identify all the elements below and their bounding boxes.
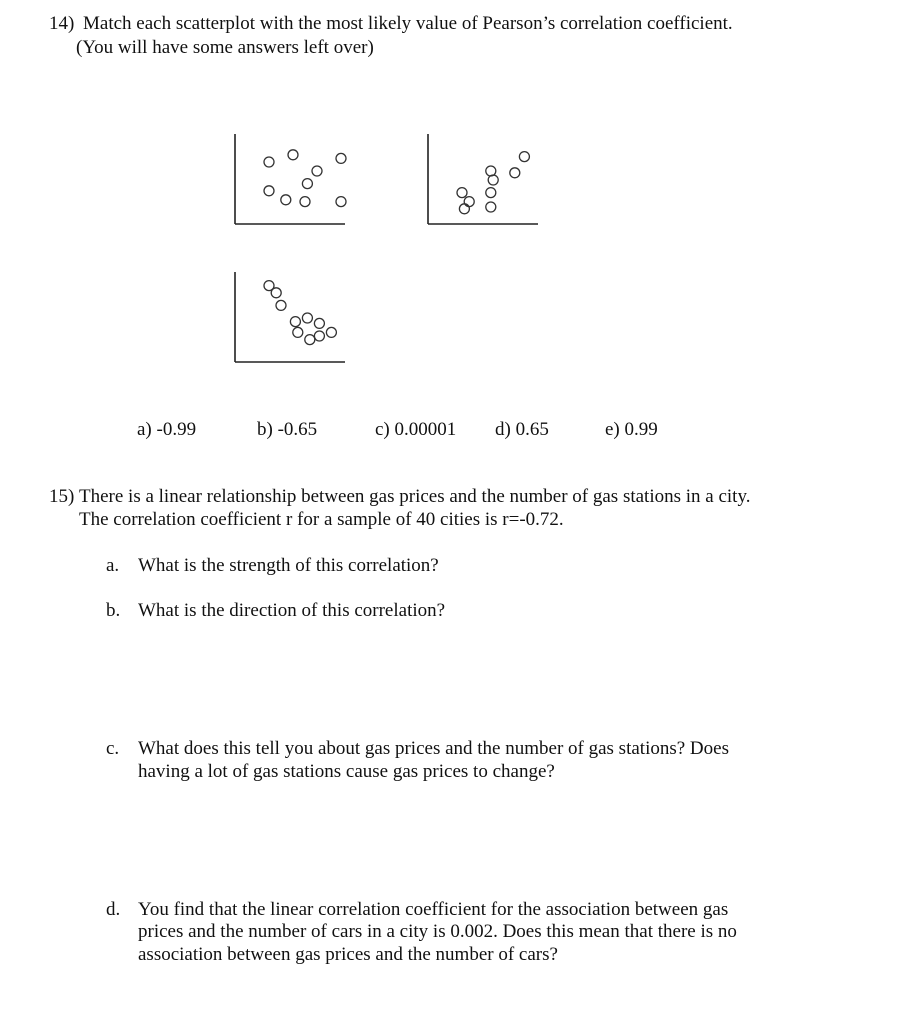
option-c: c) 0.00001 <box>375 419 457 440</box>
option-b: b) -0.65 <box>257 419 318 440</box>
scatter-point <box>314 331 324 341</box>
scatterplot-3 <box>232 270 347 365</box>
q15-part-d-line2: prices and the number of cars in a city is 0.002. Does this mean that there is no <box>138 921 737 942</box>
q15-prompt-line1: There is a linear relationship between gas prices and the number of gas stations in a city. <box>79 486 751 507</box>
q15-part-b-text: What is the direction of this correlation? <box>138 600 446 621</box>
option-a: a) -0.99 <box>137 419 197 440</box>
option-d: d) 0.65 <box>495 419 549 440</box>
scatter-point <box>276 300 286 310</box>
scatter-point <box>326 327 336 337</box>
scatter-point <box>486 188 496 198</box>
scatterplot-2-svg <box>425 132 540 227</box>
scatter-point <box>336 153 346 163</box>
scatterplot-3-svg <box>232 270 347 365</box>
scatter-point <box>290 317 300 327</box>
scatter-point <box>488 175 498 185</box>
scatterplot-1 <box>232 132 347 227</box>
q14-prompt-line2: (You will have some answers left over) <box>76 37 374 58</box>
q15-part-c-line2: having a lot of gas stations cause gas prices to change? <box>138 761 555 782</box>
q15-number: 15) <box>49 486 75 507</box>
scatter-point <box>457 188 467 198</box>
scatter-point <box>459 204 469 214</box>
q15-part-a-label: a. <box>106 555 120 576</box>
q15-prompt-line2: The correlation coefficient r for a sample of 40 cities is r=-0.72. <box>79 509 564 530</box>
scatter-point <box>464 197 474 207</box>
scatter-point <box>271 288 281 298</box>
scatter-point <box>288 150 298 160</box>
scatter-point <box>302 179 312 189</box>
scatterplot-1-svg <box>232 132 347 227</box>
scatter-point <box>486 202 496 212</box>
option-e: e) 0.99 <box>605 419 658 440</box>
scatter-point <box>519 152 529 162</box>
q15-part-d-label: d. <box>106 899 121 920</box>
q14-number: 14) <box>49 13 75 34</box>
q15-part-d-line1: You find that the linear correlation coefficient for the association between gas <box>138 899 729 920</box>
scatter-point <box>264 157 274 167</box>
scatter-point <box>300 197 310 207</box>
q14-prompt-line1: Match each scatterplot with the most likely value of Pearson’s correlation coefficient. <box>83 13 733 34</box>
scatter-point <box>336 197 346 207</box>
scatter-point <box>510 168 520 178</box>
q15-part-b-label: b. <box>106 600 121 621</box>
q15-part-c-line1: What does this tell you about gas prices and the number of gas stations? Does <box>138 738 729 759</box>
scatter-point <box>281 195 291 205</box>
scatterplot-2 <box>425 132 540 227</box>
scatter-point <box>293 327 303 337</box>
scatter-point <box>312 166 322 176</box>
q15-part-d-line3: association between gas prices and the number of cars? <box>138 944 558 965</box>
scatter-point <box>305 335 315 345</box>
q15-part-a-text: What is the strength of this correlation? <box>138 555 439 576</box>
scatter-point <box>302 313 312 323</box>
q15-part-c-label: c. <box>106 738 120 759</box>
scatter-point <box>314 318 324 328</box>
scatter-point <box>264 186 274 196</box>
